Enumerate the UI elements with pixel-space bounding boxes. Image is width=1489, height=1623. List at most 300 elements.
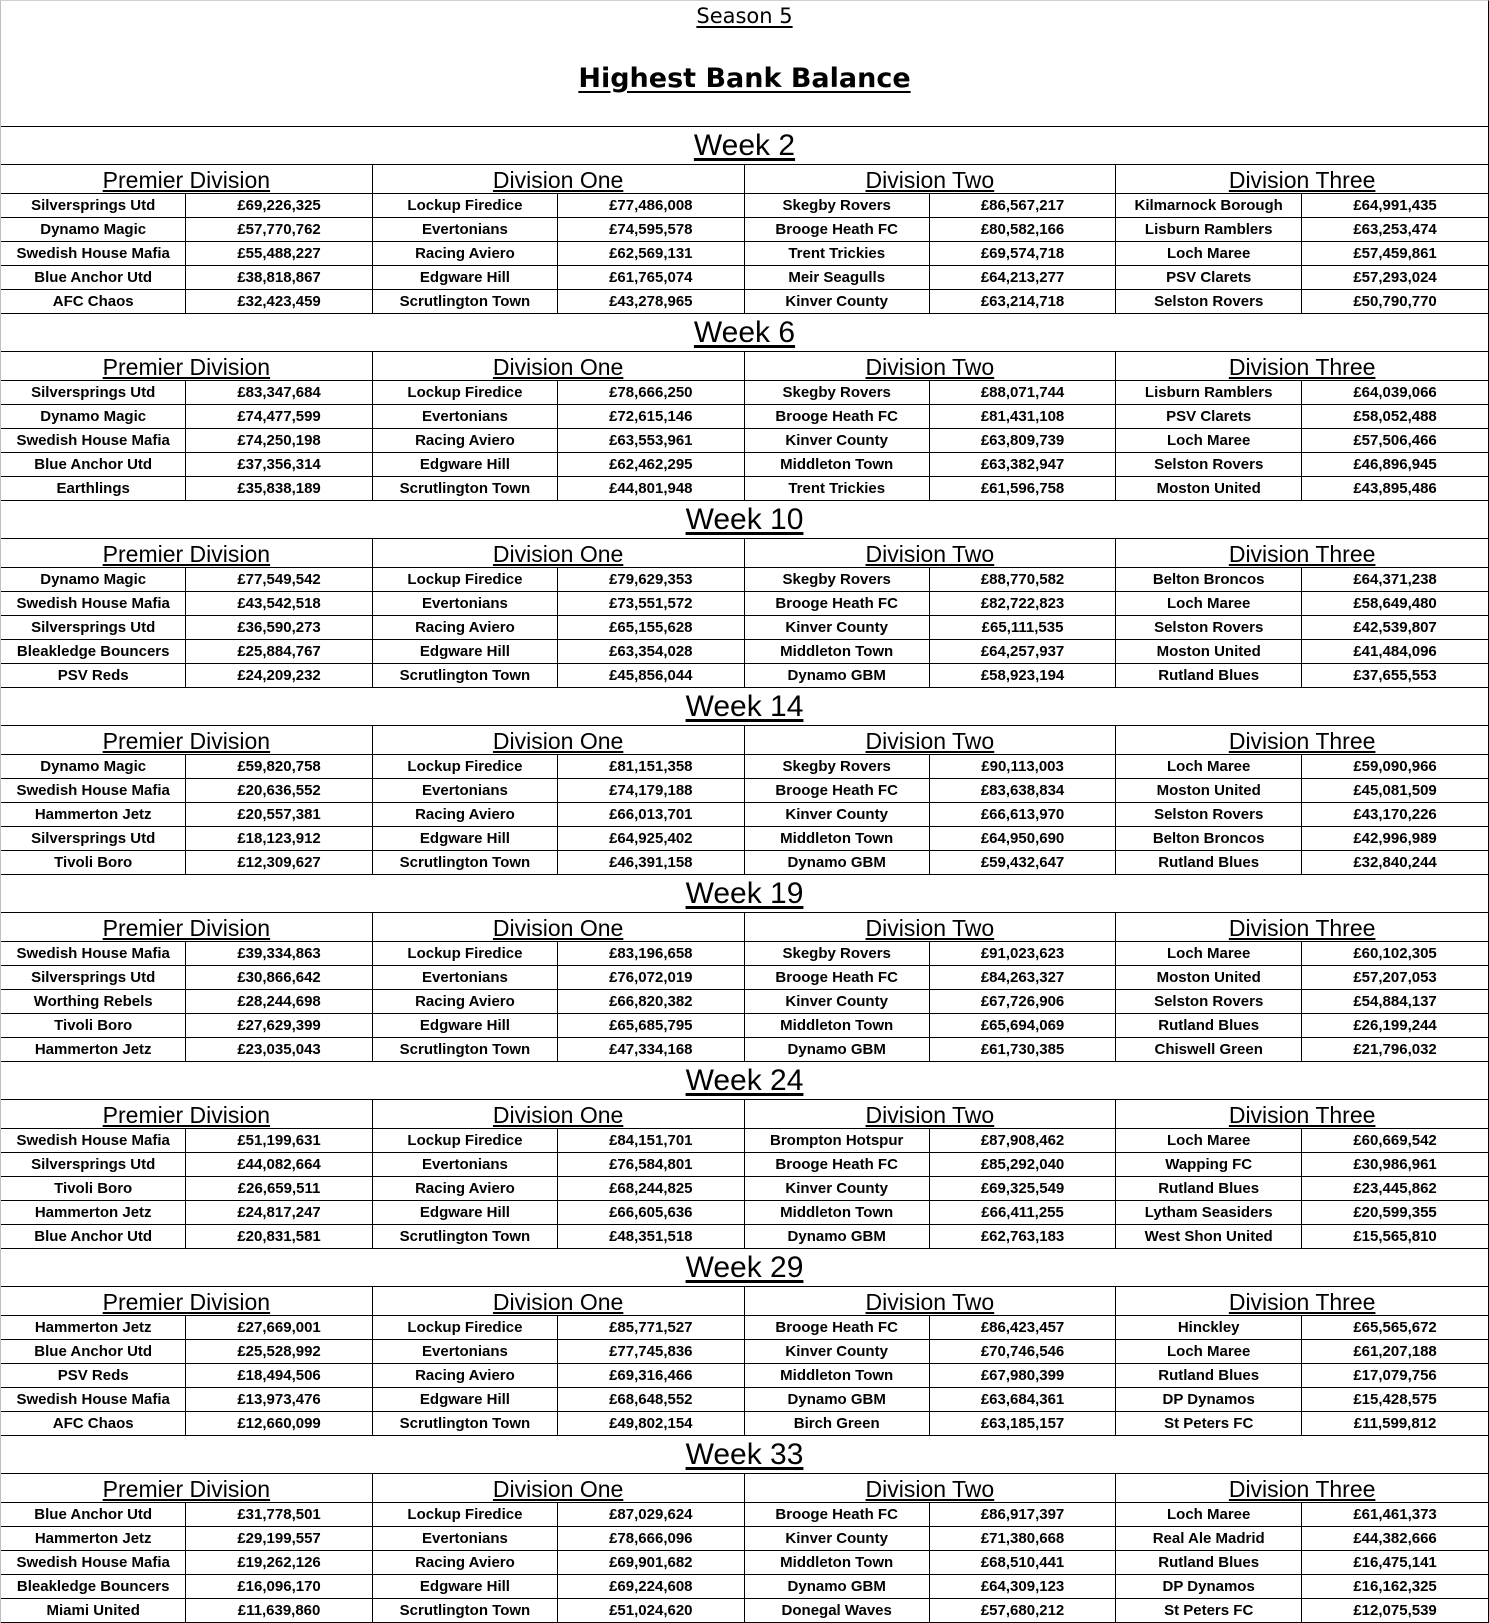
team-name-cell[interactable]: Hammerton Jetz [1, 1201, 186, 1224]
bank-balance-cell[interactable]: £16,096,170 [237, 1578, 321, 1595]
team-name-cell[interactable]: Bleakledge Bouncers [1, 1575, 186, 1598]
bank-balance-cell[interactable]: £43,278,965 [609, 293, 693, 310]
team-name-cell[interactable]: Brooge Heath FC [745, 218, 930, 241]
team-name-cell[interactable]: Dynamo Magic [1, 568, 186, 591]
team-name-cell[interactable]: Wapping FC [1116, 1153, 1302, 1176]
team-name-cell[interactable]: PSV Reds [1, 664, 186, 687]
bank-balance-cell[interactable]: £61,730,385 [980, 1041, 1065, 1058]
bank-balance-cell[interactable]: £27,629,399 [237, 1017, 321, 1034]
bank-balance-cell[interactable]: £31,778,501 [237, 1506, 321, 1523]
bank-balance-cell[interactable]: £64,991,435 [1353, 197, 1437, 214]
team-name-cell[interactable]: Rutland Blues [1116, 1364, 1302, 1387]
bank-balance-cell[interactable]: £69,574,718 [980, 245, 1065, 262]
bank-balance-cell[interactable]: £49,802,154 [609, 1415, 693, 1432]
bank-balance-cell[interactable]: £19,262,126 [237, 1554, 321, 1571]
bank-balance-cell[interactable]: £42,539,807 [1353, 619, 1437, 636]
bank-balance-cell[interactable]: £12,309,627 [237, 854, 321, 871]
team-name-cell[interactable]: Edgware Hill [373, 453, 558, 476]
bank-balance-cell[interactable]: £61,207,188 [1353, 1343, 1437, 1360]
team-name-cell[interactable]: Blue Anchor Utd [1, 1225, 186, 1248]
bank-balance-cell[interactable]: £64,925,402 [609, 830, 693, 847]
bank-balance-cell[interactable]: £28,244,698 [237, 993, 321, 1010]
team-name-cell[interactable]: PSV Reds [1, 1364, 186, 1387]
team-name-cell[interactable]: Brooge Heath FC [745, 405, 930, 428]
bank-balance-cell[interactable]: £91,023,623 [980, 945, 1065, 962]
team-name-cell[interactable]: Lockup Firedice [373, 194, 558, 217]
team-name-cell[interactable]: Edgware Hill [373, 1201, 558, 1224]
team-name-cell[interactable]: Silversprings Utd [1, 827, 186, 850]
team-name-cell[interactable]: Evertonians [373, 779, 558, 802]
bank-balance-cell[interactable]: £46,391,158 [609, 854, 693, 871]
bank-balance-cell[interactable]: £66,605,636 [609, 1204, 693, 1221]
bank-balance-cell[interactable]: £74,250,198 [237, 432, 321, 449]
team-name-cell[interactable]: Selston Rovers [1116, 616, 1302, 639]
team-name-cell[interactable]: Edgware Hill [373, 1388, 558, 1411]
bank-balance-cell[interactable]: £68,244,825 [609, 1180, 693, 1197]
bank-balance-cell[interactable]: £67,726,906 [980, 993, 1065, 1010]
team-name-cell[interactable]: Lockup Firedice [373, 381, 558, 404]
team-name-cell[interactable]: Racing Aviero [373, 803, 558, 826]
team-name-cell[interactable]: Silversprings Utd [1, 194, 186, 217]
team-name-cell[interactable]: Swedish House Mafia [1, 1551, 186, 1574]
bank-balance-cell[interactable]: £62,569,131 [609, 245, 693, 262]
team-name-cell[interactable]: Dynamo GBM [745, 664, 930, 687]
bank-balance-cell[interactable]: £51,024,620 [609, 1602, 693, 1619]
team-name-cell[interactable]: Middleton Town [745, 640, 930, 663]
team-name-cell[interactable]: DP Dynamos [1116, 1388, 1302, 1411]
bank-balance-cell[interactable]: £87,908,462 [980, 1132, 1065, 1149]
bank-balance-cell[interactable]: £43,542,518 [237, 595, 321, 612]
team-name-cell[interactable]: Trent Trickies [745, 242, 930, 265]
bank-balance-cell[interactable]: £76,072,019 [609, 969, 693, 986]
bank-balance-cell[interactable]: £36,590,273 [237, 619, 321, 636]
team-name-cell[interactable]: Swedish House Mafia [1, 429, 186, 452]
bank-balance-cell[interactable]: £15,565,810 [1353, 1228, 1437, 1245]
bank-balance-cell[interactable]: £62,462,295 [609, 456, 693, 473]
bank-balance-cell[interactable]: £70,746,546 [980, 1343, 1065, 1360]
team-name-cell[interactable]: Edgware Hill [373, 1014, 558, 1037]
team-name-cell[interactable]: Kilmarnock Borough [1116, 194, 1302, 217]
bank-balance-cell[interactable]: £61,461,373 [1353, 1506, 1437, 1523]
bank-balance-cell[interactable]: £59,432,647 [980, 854, 1065, 871]
team-name-cell[interactable]: Rutland Blues [1116, 664, 1302, 687]
bank-balance-cell[interactable]: £21,796,032 [1353, 1041, 1437, 1058]
bank-balance-cell[interactable]: £29,199,557 [237, 1530, 321, 1547]
bank-balance-cell[interactable]: £65,155,628 [609, 619, 693, 636]
team-name-cell[interactable]: Swedish House Mafia [1, 779, 186, 802]
bank-balance-cell[interactable]: £69,901,682 [609, 1554, 693, 1571]
team-name-cell[interactable]: Tivoli Boro [1, 1177, 186, 1200]
team-name-cell[interactable]: Racing Aviero [373, 616, 558, 639]
team-name-cell[interactable]: Selston Rovers [1116, 803, 1302, 826]
bank-balance-cell[interactable]: £58,923,194 [980, 667, 1065, 684]
bank-balance-cell[interactable]: £59,090,966 [1353, 758, 1437, 775]
bank-balance-cell[interactable]: £11,599,812 [1353, 1415, 1437, 1432]
bank-balance-cell[interactable]: £65,694,069 [980, 1017, 1065, 1034]
team-name-cell[interactable]: Loch Maree [1116, 592, 1302, 615]
team-name-cell[interactable]: Meir Seagulls [745, 266, 930, 289]
bank-balance-cell[interactable]: £64,213,277 [980, 269, 1065, 286]
bank-balance-cell[interactable]: £39,334,863 [237, 945, 321, 962]
bank-balance-cell[interactable]: £61,596,758 [980, 480, 1065, 497]
team-name-cell[interactable]: Moston United [1116, 640, 1302, 663]
team-name-cell[interactable]: Lockup Firedice [373, 755, 558, 778]
team-name-cell[interactable]: Moston United [1116, 477, 1302, 500]
bank-balance-cell[interactable]: £87,029,624 [609, 1506, 693, 1523]
team-name-cell[interactable]: Hammerton Jetz [1, 1527, 186, 1550]
team-name-cell[interactable]: Edgware Hill [373, 1575, 558, 1598]
bank-balance-cell[interactable]: £44,382,666 [1353, 1530, 1437, 1547]
bank-balance-cell[interactable]: £63,185,157 [980, 1415, 1065, 1432]
team-name-cell[interactable]: Kinver County [745, 1527, 930, 1550]
bank-balance-cell[interactable]: £62,763,183 [980, 1228, 1065, 1245]
bank-balance-cell[interactable]: £44,801,948 [609, 480, 693, 497]
bank-balance-cell[interactable]: £47,334,168 [609, 1041, 693, 1058]
bank-balance-cell[interactable]: £20,557,381 [237, 806, 321, 823]
bank-balance-cell[interactable]: £57,506,466 [1353, 432, 1437, 449]
bank-balance-cell[interactable]: £83,196,658 [609, 945, 693, 962]
team-name-cell[interactable]: Blue Anchor Utd [1, 453, 186, 476]
bank-balance-cell[interactable]: £68,648,552 [609, 1391, 693, 1408]
team-name-cell[interactable]: Worthing Rebels [1, 990, 186, 1013]
bank-balance-cell[interactable]: £81,151,358 [609, 758, 693, 775]
team-name-cell[interactable]: Evertonians [373, 1340, 558, 1363]
team-name-cell[interactable]: Silversprings Utd [1, 966, 186, 989]
team-name-cell[interactable]: Selston Rovers [1116, 290, 1302, 313]
bank-balance-cell[interactable]: £63,253,474 [1353, 221, 1437, 238]
team-name-cell[interactable]: Lockup Firedice [373, 1503, 558, 1526]
bank-balance-cell[interactable]: £83,347,684 [237, 384, 321, 401]
bank-balance-cell[interactable]: £69,224,608 [609, 1578, 693, 1595]
team-name-cell[interactable]: PSV Clarets [1116, 266, 1302, 289]
team-name-cell[interactable]: Brooge Heath FC [745, 1316, 930, 1339]
bank-balance-cell[interactable]: £15,428,575 [1353, 1391, 1437, 1408]
team-name-cell[interactable]: Rutland Blues [1116, 1177, 1302, 1200]
team-name-cell[interactable]: AFC Chaos [1, 1412, 186, 1435]
team-name-cell[interactable]: Moston United [1116, 779, 1302, 802]
team-name-cell[interactable]: Tivoli Boro [1, 1014, 186, 1037]
bank-balance-cell[interactable]: £85,292,040 [980, 1156, 1065, 1173]
bank-balance-cell[interactable]: £55,488,227 [237, 245, 321, 262]
bank-balance-cell[interactable]: £69,226,325 [237, 197, 321, 214]
team-name-cell[interactable]: Loch Maree [1116, 942, 1302, 965]
team-name-cell[interactable]: Dynamo GBM [745, 1388, 930, 1411]
bank-balance-cell[interactable]: £25,884,767 [237, 643, 321, 660]
bank-balance-cell[interactable]: £37,356,314 [237, 456, 321, 473]
bank-balance-cell[interactable]: £82,722,823 [980, 595, 1065, 612]
bank-balance-cell[interactable]: £57,680,212 [980, 1602, 1065, 1619]
team-name-cell[interactable]: Selston Rovers [1116, 990, 1302, 1013]
bank-balance-cell[interactable]: £76,584,801 [609, 1156, 693, 1173]
team-name-cell[interactable]: Middleton Town [745, 453, 930, 476]
team-name-cell[interactable]: PSV Clarets [1116, 405, 1302, 428]
bank-balance-cell[interactable]: £57,293,024 [1353, 269, 1437, 286]
team-name-cell[interactable]: Blue Anchor Utd [1, 1503, 186, 1526]
team-name-cell[interactable]: Blue Anchor Utd [1, 1340, 186, 1363]
bank-balance-cell[interactable]: £45,081,509 [1353, 782, 1437, 799]
bank-balance-cell[interactable]: £81,431,108 [980, 408, 1065, 425]
team-name-cell[interactable]: Loch Maree [1116, 1340, 1302, 1363]
bank-balance-cell[interactable]: £66,013,701 [609, 806, 693, 823]
bank-balance-cell[interactable]: £20,831,581 [237, 1228, 321, 1245]
bank-balance-cell[interactable]: £12,660,099 [237, 1415, 321, 1432]
bank-balance-cell[interactable]: £85,771,527 [609, 1319, 693, 1336]
bank-balance-cell[interactable]: £16,162,325 [1353, 1578, 1437, 1595]
team-name-cell[interactable]: Bleakledge Bouncers [1, 640, 186, 663]
team-name-cell[interactable]: Racing Aviero [373, 1551, 558, 1574]
team-name-cell[interactable]: Evertonians [373, 218, 558, 241]
team-name-cell[interactable]: Evertonians [373, 405, 558, 428]
team-name-cell[interactable]: Brooge Heath FC [745, 592, 930, 615]
team-name-cell[interactable]: Rutland Blues [1116, 1551, 1302, 1574]
bank-balance-cell[interactable]: £18,494,506 [237, 1367, 321, 1384]
bank-balance-cell[interactable]: £69,316,466 [609, 1367, 693, 1384]
bank-balance-cell[interactable]: £43,170,226 [1353, 806, 1437, 823]
team-name-cell[interactable]: Dynamo GBM [745, 1225, 930, 1248]
team-name-cell[interactable]: Brooge Heath FC [745, 966, 930, 989]
bank-balance-cell[interactable]: £78,666,250 [609, 384, 693, 401]
bank-balance-cell[interactable]: £38,818,867 [237, 269, 321, 286]
bank-balance-cell[interactable]: £66,820,382 [609, 993, 693, 1010]
team-name-cell[interactable]: Edgware Hill [373, 827, 558, 850]
bank-balance-cell[interactable]: £18,123,912 [237, 830, 321, 847]
team-name-cell[interactable]: Silversprings Utd [1, 616, 186, 639]
bank-balance-cell[interactable]: £26,659,511 [237, 1180, 321, 1197]
team-name-cell[interactable]: Selston Rovers [1116, 453, 1302, 476]
bank-balance-cell[interactable]: £64,950,690 [980, 830, 1065, 847]
bank-balance-cell[interactable]: £79,629,353 [609, 571, 693, 588]
bank-balance-cell[interactable]: £86,423,457 [980, 1319, 1065, 1336]
team-name-cell[interactable]: Scrutlington Town [373, 664, 558, 687]
team-name-cell[interactable]: Dynamo Magic [1, 755, 186, 778]
team-name-cell[interactable]: Blue Anchor Utd [1, 266, 186, 289]
bank-balance-cell[interactable]: £58,649,480 [1353, 595, 1437, 612]
team-name-cell[interactable]: Swedish House Mafia [1, 1129, 186, 1152]
bank-balance-cell[interactable]: £13,973,476 [237, 1391, 321, 1408]
team-name-cell[interactable]: Racing Aviero [373, 990, 558, 1013]
team-name-cell[interactable]: Dynamo GBM [745, 1575, 930, 1598]
team-name-cell[interactable]: Hammerton Jetz [1, 803, 186, 826]
bank-balance-cell[interactable]: £64,371,238 [1353, 571, 1437, 588]
bank-balance-cell[interactable]: £63,684,361 [980, 1391, 1065, 1408]
team-name-cell[interactable]: Donegal Waves [745, 1599, 930, 1622]
bank-balance-cell[interactable]: £77,745,836 [609, 1343, 693, 1360]
team-name-cell[interactable]: Dynamo GBM [745, 851, 930, 874]
bank-balance-cell[interactable]: £20,636,552 [237, 782, 321, 799]
team-name-cell[interactable]: Middleton Town [745, 1014, 930, 1037]
bank-balance-cell[interactable]: £54,884,137 [1353, 993, 1437, 1010]
team-name-cell[interactable]: Kinver County [745, 290, 930, 313]
bank-balance-cell[interactable]: £57,207,053 [1353, 969, 1437, 986]
bank-balance-cell[interactable]: £42,996,989 [1353, 830, 1437, 847]
team-name-cell[interactable]: Racing Aviero [373, 1177, 558, 1200]
bank-balance-cell[interactable]: £67,980,399 [980, 1367, 1065, 1384]
team-name-cell[interactable]: Birch Green [745, 1412, 930, 1435]
team-name-cell[interactable]: Hammerton Jetz [1, 1316, 186, 1339]
bank-balance-cell[interactable]: £44,082,664 [237, 1156, 321, 1173]
team-name-cell[interactable]: St Peters FC [1116, 1412, 1302, 1435]
team-name-cell[interactable]: Loch Maree [1116, 1503, 1302, 1526]
team-name-cell[interactable]: Loch Maree [1116, 1129, 1302, 1152]
bank-balance-cell[interactable]: £37,655,553 [1353, 667, 1437, 684]
team-name-cell[interactable]: Swedish House Mafia [1, 242, 186, 265]
bank-balance-cell[interactable]: £35,838,189 [237, 480, 321, 497]
team-name-cell[interactable]: Evertonians [373, 966, 558, 989]
team-name-cell[interactable]: Belton Broncos [1116, 827, 1302, 850]
team-name-cell[interactable]: Kinver County [745, 429, 930, 452]
bank-balance-cell[interactable]: £30,866,642 [237, 969, 321, 986]
team-name-cell[interactable]: Loch Maree [1116, 755, 1302, 778]
team-name-cell[interactable]: Lockup Firedice [373, 1129, 558, 1152]
bank-balance-cell[interactable]: £84,151,701 [609, 1132, 693, 1149]
bank-balance-cell[interactable]: £65,565,672 [1353, 1319, 1437, 1336]
team-name-cell[interactable]: Skegby Rovers [745, 194, 930, 217]
bank-balance-cell[interactable]: £32,840,244 [1353, 854, 1437, 871]
bank-balance-cell[interactable]: £74,179,188 [609, 782, 693, 799]
bank-balance-cell[interactable]: £26,199,244 [1353, 1017, 1437, 1034]
team-name-cell[interactable]: Brooge Heath FC [745, 1503, 930, 1526]
bank-balance-cell[interactable]: £59,820,758 [237, 758, 321, 775]
team-name-cell[interactable]: Middleton Town [745, 827, 930, 850]
team-name-cell[interactable]: Scrutlington Town [373, 851, 558, 874]
team-name-cell[interactable]: West Shon United [1116, 1225, 1302, 1248]
team-name-cell[interactable]: Moston United [1116, 966, 1302, 989]
team-name-cell[interactable]: Silversprings Utd [1, 1153, 186, 1176]
team-name-cell[interactable]: Kinver County [745, 803, 930, 826]
team-name-cell[interactable]: Dynamo GBM [745, 1038, 930, 1061]
team-name-cell[interactable]: Edgware Hill [373, 640, 558, 663]
bank-balance-cell[interactable]: £32,423,459 [237, 293, 321, 310]
bank-balance-cell[interactable]: £66,613,970 [980, 806, 1065, 823]
team-name-cell[interactable]: Brooge Heath FC [745, 1153, 930, 1176]
bank-balance-cell[interactable]: £69,325,549 [980, 1180, 1065, 1197]
bank-balance-cell[interactable]: £57,459,861 [1353, 245, 1437, 262]
team-name-cell[interactable]: Loch Maree [1116, 429, 1302, 452]
team-name-cell[interactable]: Edgware Hill [373, 266, 558, 289]
team-name-cell[interactable]: Lockup Firedice [373, 568, 558, 591]
team-name-cell[interactable]: Racing Aviero [373, 429, 558, 452]
bank-balance-cell[interactable]: £73,551,572 [609, 595, 693, 612]
team-name-cell[interactable]: Scrutlington Town [373, 1038, 558, 1061]
bank-balance-cell[interactable]: £27,669,001 [237, 1319, 321, 1336]
team-name-cell[interactable]: Middleton Town [745, 1201, 930, 1224]
bank-balance-cell[interactable]: £86,567,217 [980, 197, 1065, 214]
team-name-cell[interactable]: Brompton Hotspur [745, 1129, 930, 1152]
team-name-cell[interactable]: Earthlings [1, 477, 186, 500]
bank-balance-cell[interactable]: £78,666,096 [609, 1530, 693, 1547]
bank-balance-cell[interactable]: £43,895,486 [1353, 480, 1437, 497]
team-name-cell[interactable]: Swedish House Mafia [1, 942, 186, 965]
bank-balance-cell[interactable]: £17,079,756 [1353, 1367, 1437, 1384]
bank-balance-cell[interactable]: £63,214,718 [980, 293, 1065, 310]
bank-balance-cell[interactable]: £88,071,744 [980, 384, 1065, 401]
team-name-cell[interactable]: Hinckley [1116, 1316, 1302, 1339]
team-name-cell[interactable]: DP Dynamos [1116, 1575, 1302, 1598]
bank-balance-cell[interactable]: £16,475,141 [1353, 1554, 1437, 1571]
team-name-cell[interactable]: Scrutlington Town [373, 1225, 558, 1248]
bank-balance-cell[interactable]: £80,582,166 [980, 221, 1065, 238]
team-name-cell[interactable]: Evertonians [373, 592, 558, 615]
bank-balance-cell[interactable]: £20,599,355 [1353, 1204, 1437, 1221]
team-name-cell[interactable]: AFC Chaos [1, 290, 186, 313]
team-name-cell[interactable]: Miami United [1, 1599, 186, 1622]
team-name-cell[interactable]: Lockup Firedice [373, 942, 558, 965]
bank-balance-cell[interactable]: £77,549,542 [237, 571, 321, 588]
team-name-cell[interactable]: Skegby Rovers [745, 755, 930, 778]
bank-balance-cell[interactable]: £46,896,945 [1353, 456, 1437, 473]
bank-balance-cell[interactable]: £72,615,146 [609, 408, 693, 425]
team-name-cell[interactable]: Swedish House Mafia [1, 592, 186, 615]
team-name-cell[interactable]: Middleton Town [745, 1364, 930, 1387]
bank-balance-cell[interactable]: £24,209,232 [237, 667, 321, 684]
team-name-cell[interactable]: Scrutlington Town [373, 1599, 558, 1622]
team-name-cell[interactable]: Scrutlington Town [373, 477, 558, 500]
bank-balance-cell[interactable]: £11,639,860 [237, 1602, 321, 1619]
team-name-cell[interactable]: Lockup Firedice [373, 1316, 558, 1339]
team-name-cell[interactable]: Chiswell Green [1116, 1038, 1302, 1061]
team-name-cell[interactable]: Evertonians [373, 1527, 558, 1550]
team-name-cell[interactable]: Evertonians [373, 1153, 558, 1176]
team-name-cell[interactable]: Dynamo Magic [1, 218, 186, 241]
bank-balance-cell[interactable]: £65,111,535 [981, 619, 1064, 636]
bank-balance-cell[interactable]: £23,035,043 [237, 1041, 321, 1058]
team-name-cell[interactable]: Belton Broncos [1116, 568, 1302, 591]
team-name-cell[interactable]: Rutland Blues [1116, 851, 1302, 874]
team-name-cell[interactable]: Trent Trickies [745, 477, 930, 500]
team-name-cell[interactable]: Loch Maree [1116, 242, 1302, 265]
team-name-cell[interactable]: Racing Aviero [373, 1364, 558, 1387]
team-name-cell[interactable]: Kinver County [745, 990, 930, 1013]
bank-balance-cell[interactable]: £63,553,961 [609, 432, 693, 449]
bank-balance-cell[interactable]: £64,039,066 [1353, 384, 1437, 401]
team-name-cell[interactable]: Racing Aviero [373, 242, 558, 265]
team-name-cell[interactable]: Rutland Blues [1116, 1014, 1302, 1037]
team-name-cell[interactable]: Skegby Rovers [745, 942, 930, 965]
bank-balance-cell[interactable]: £64,257,937 [980, 643, 1065, 660]
team-name-cell[interactable]: Lytham Seasiders [1116, 1201, 1302, 1224]
team-name-cell[interactable]: Hammerton Jetz [1, 1038, 186, 1061]
bank-balance-cell[interactable]: £71,380,668 [980, 1530, 1065, 1547]
team-name-cell[interactable]: Silversprings Utd [1, 381, 186, 404]
bank-balance-cell[interactable]: £50,790,770 [1353, 293, 1437, 310]
bank-balance-cell[interactable]: £60,102,305 [1353, 945, 1437, 962]
bank-balance-cell[interactable]: £57,770,762 [237, 221, 321, 238]
bank-balance-cell[interactable]: £83,638,834 [980, 782, 1065, 799]
team-name-cell[interactable]: Scrutlington Town [373, 1412, 558, 1435]
bank-balance-cell[interactable]: £64,309,123 [980, 1578, 1065, 1595]
bank-balance-cell[interactable]: £74,477,599 [237, 408, 321, 425]
bank-balance-cell[interactable]: £48,351,518 [609, 1228, 693, 1245]
bank-balance-cell[interactable]: £25,528,992 [237, 1343, 321, 1360]
team-name-cell[interactable]: Lisburn Ramblers [1116, 218, 1302, 241]
bank-balance-cell[interactable]: £60,669,542 [1353, 1132, 1437, 1149]
bank-balance-cell[interactable]: £88,770,582 [980, 571, 1065, 588]
bank-balance-cell[interactable]: £61,765,074 [609, 269, 693, 286]
bank-balance-cell[interactable]: £45,856,044 [609, 667, 693, 684]
team-name-cell[interactable]: Middleton Town [745, 1551, 930, 1574]
bank-balance-cell[interactable]: £12,075,539 [1353, 1602, 1437, 1619]
team-name-cell[interactable]: Swedish House Mafia [1, 1388, 186, 1411]
team-name-cell[interactable]: Brooge Heath FC [745, 779, 930, 802]
team-name-cell[interactable]: Dynamo Magic [1, 405, 186, 428]
bank-balance-cell[interactable]: £63,809,739 [980, 432, 1065, 449]
team-name-cell[interactable]: Skegby Rovers [745, 568, 930, 591]
bank-balance-cell[interactable]: £86,917,397 [980, 1506, 1065, 1523]
team-name-cell[interactable]: Lisburn Ramblers [1116, 381, 1302, 404]
bank-balance-cell[interactable]: £68,510,441 [980, 1554, 1065, 1571]
bank-balance-cell[interactable]: £84,263,327 [980, 969, 1065, 986]
bank-balance-cell[interactable]: £63,382,947 [980, 456, 1065, 473]
